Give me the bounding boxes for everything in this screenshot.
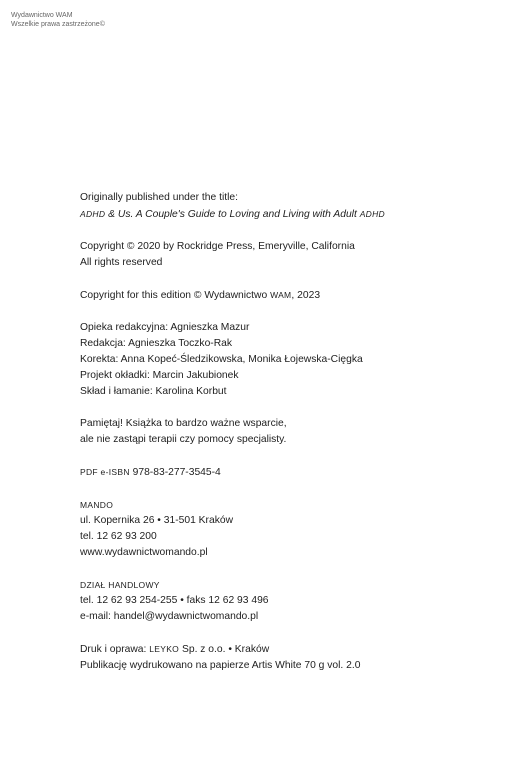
copyright-line: Copyright © 2020 by Rockridge Press, Emeryville, California xyxy=(80,241,355,252)
edition-wam: WAM xyxy=(270,290,292,300)
original-title-middle: & Us. A Couple's Guide to Loving and Living with Adult xyxy=(105,209,360,220)
credit-typesetting: Skład i łamanie: Karolina Korbut xyxy=(80,386,227,397)
print-prefix: Druk i oprawa: xyxy=(80,644,150,655)
publisher-address: ul. Kopernika 26 • 31-501 Kraków xyxy=(80,515,234,526)
credits-block xyxy=(80,320,500,400)
watermark-rights: Wszelkie prawa zastrzeżone© xyxy=(11,21,105,28)
original-title xyxy=(80,206,500,223)
edition-copyright xyxy=(80,287,500,304)
sales-heading: DZIAŁ HANDLOWY xyxy=(80,580,160,590)
copyright-block xyxy=(80,239,500,271)
print-company: LEYKO xyxy=(149,644,180,654)
reminder-line-1: Pamiętaj! Książka to bardzo ważne wsparcie, xyxy=(80,418,287,429)
print-line xyxy=(80,641,500,658)
credit-cover-design: Projekt okładki: Marcin Jakubionek xyxy=(80,370,239,381)
credit-proofreading: Korekta: Anna Kopeć-Śledzikowska, Monika Łojewska-Cięgka xyxy=(80,354,363,365)
original-title-block xyxy=(80,190,500,223)
print-suffix: Sp. z o.o. • Kraków xyxy=(179,644,270,655)
publisher-block xyxy=(80,497,500,561)
original-intro: Originally published under the title: xyxy=(80,192,238,203)
sales-phone: tel. 12 62 93 254-255 • faks 12 62 93 496 xyxy=(80,595,269,606)
publisher-name: MANDO xyxy=(80,500,114,510)
isbn-value: 978-83-277-3545-4 xyxy=(129,467,221,478)
rights-line: All rights reserved xyxy=(80,257,163,268)
watermark-publisher: Wydawnictwo WAM xyxy=(11,12,73,19)
credit-editorial-care: Opieka redakcyjna: Agnieszka Mazur xyxy=(80,322,250,333)
copyright-page xyxy=(80,190,500,674)
isbn-line xyxy=(80,464,500,481)
watermark xyxy=(11,11,105,29)
isbn-block xyxy=(80,464,500,481)
credit-editing: Redakcja: Agnieszka Toczko-Rak xyxy=(80,338,233,349)
original-title-suffix: ADHD xyxy=(359,209,385,219)
edition-suffix: , 2023 xyxy=(291,290,321,301)
reminder-block xyxy=(80,416,500,448)
reminder-line-2: ale nie zastąpi terapii czy pomocy specjalisty. xyxy=(80,434,287,445)
sales-block xyxy=(80,577,500,625)
edition-block xyxy=(80,287,500,304)
publisher-phone: tel. 12 62 93 200 xyxy=(80,531,157,542)
isbn-label: PDF e-ISBN xyxy=(80,467,130,477)
edition-prefix: Copyright for this edition © Wydawnictwo xyxy=(80,290,271,301)
paper-line: Publikację wydrukowano na papierze Artis White 70 g vol. 2.0 xyxy=(80,660,361,671)
print-block xyxy=(80,641,500,674)
sales-email: e-mail: handel@wydawnictwomando.pl xyxy=(80,611,259,622)
original-title-prefix: ADHD xyxy=(80,209,106,219)
publisher-website: www.wydawnictwomando.pl xyxy=(80,547,208,558)
